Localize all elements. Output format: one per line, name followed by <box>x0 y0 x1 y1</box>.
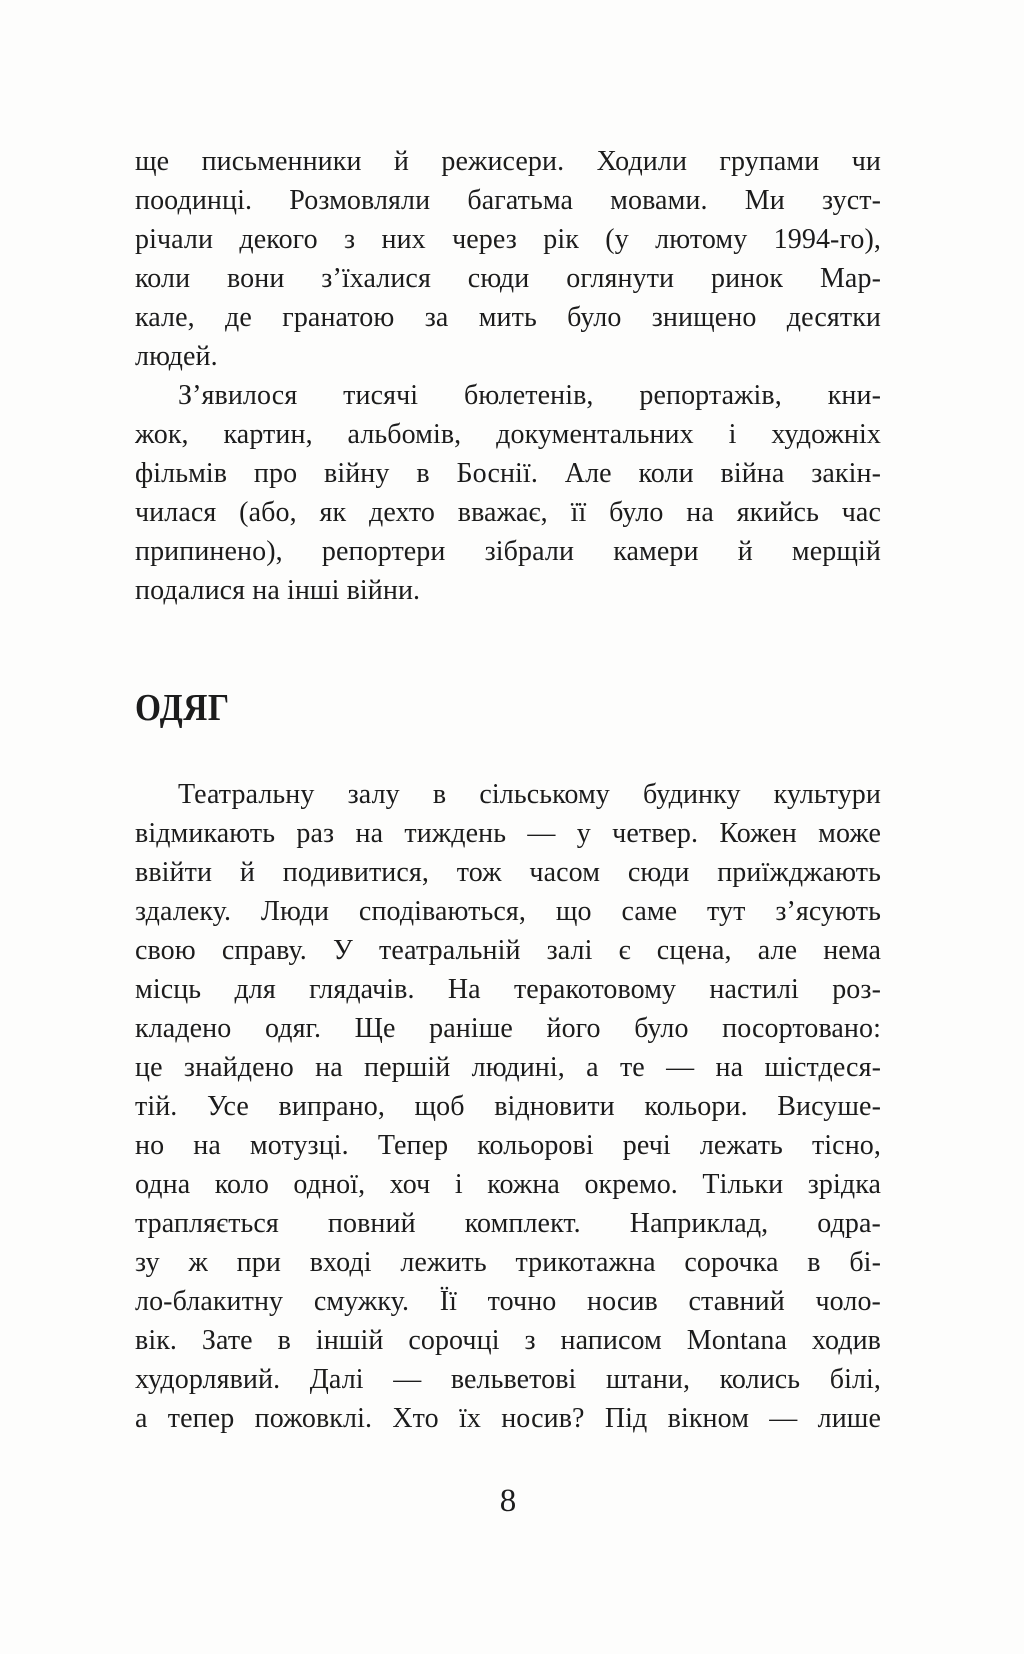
text-line: чилася (або, як дехто вважає, її було на якийсь час <box>135 497 881 528</box>
text-line: Театральну залу в сільському будинку культури <box>178 779 881 810</box>
text-line: людей. <box>135 341 218 372</box>
text-line: фільмів про війну в Боснії. Але коли війна закін- <box>135 458 881 489</box>
section-heading: ОДЯГ <box>135 687 230 729</box>
text-line: ввійти й подивитися, тож часом сюди приїжджають <box>135 857 881 888</box>
text-line: тій. Усе випрано, щоб відновити кольори. Висуше- <box>135 1091 881 1122</box>
text-line: поодинці. Розмовляли багатьма мовами. Ми зуст- <box>135 185 881 216</box>
text-line: ло-блакитну смужку. Її точно носив ставний чоло- <box>135 1286 881 1317</box>
text-line: кале, де гранатою за мить було знищено десятки <box>135 302 881 333</box>
text-line: одна коло одної, хоч і кожна окремо. Тільки зрідка <box>135 1169 881 1200</box>
text-line: вік. Зате в іншій сорочці з написом Montana ходив <box>135 1325 881 1356</box>
body-paragraph <box>135 142 881 376</box>
text-line: кладено одяг. Ще раніше його було посортовано: <box>135 1013 881 1044</box>
text-line: З’явилося тисячі бюлетенів, репортажів, кни- <box>178 380 881 411</box>
body-paragraph <box>135 775 881 1438</box>
text-line: зу ж при вході лежить трикотажна сорочка в бі- <box>135 1247 881 1278</box>
text-line: свою справу. У театральній залі є сцена, але нема <box>135 935 881 966</box>
text-line: це знайдено на першій людині, а те — на шістдеся- <box>135 1052 881 1083</box>
text-line: а тепер пожовклі. Хто їх носив? Під вікном — лише <box>135 1403 881 1434</box>
text-line: худорлявий. Далі — вельветові штани, колись білі, <box>135 1364 881 1395</box>
body-paragraph <box>135 376 881 610</box>
text-line: річали декого з них через рік (у лютому 1994-го), <box>135 224 881 255</box>
page-number: 8 <box>499 1483 517 1519</box>
text-line: відмикають раз на тиждень — у четвер. Кожен може <box>135 818 881 849</box>
text-line: подалися на інші війни. <box>135 575 421 606</box>
text-line: ще письменники й режисери. Ходили групами чи <box>135 146 881 177</box>
text-line: жок, картин, альбомів, документальних і художніх <box>135 419 881 450</box>
text-line: здалеку. Люди сподіваються, що саме тут з’ясують <box>135 896 881 927</box>
text-line: коли вони з’їхалися сюди оглянути ринок Мар- <box>135 263 881 294</box>
text-column <box>135 142 881 1438</box>
text-line: місць для глядачів. На теракотовому настилі роз- <box>135 974 881 1005</box>
text-line: но на мотузці. Тепер кольорові речі лежать тісно, <box>135 1130 881 1161</box>
text-line: припинено), репортери зібрали камери й мерщій <box>135 536 881 567</box>
text-line: трапляється повний комплект. Наприклад, одра- <box>135 1208 881 1239</box>
